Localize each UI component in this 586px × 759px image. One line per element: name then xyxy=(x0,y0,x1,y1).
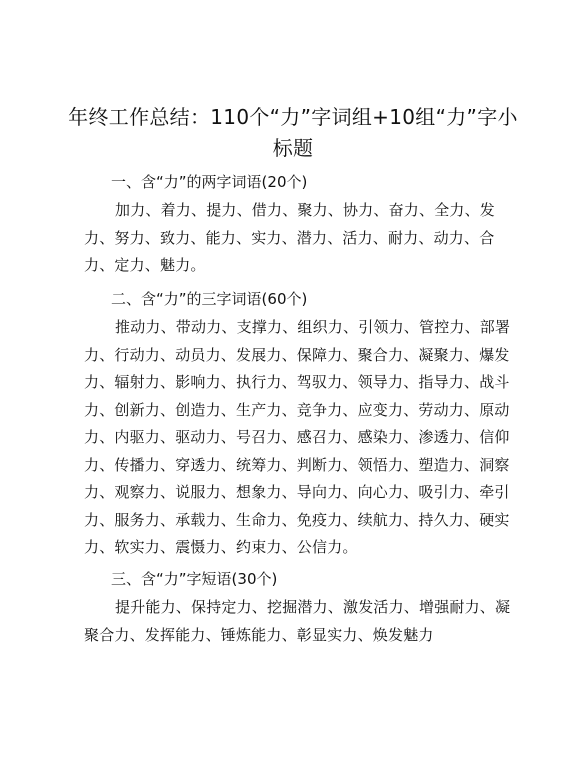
section-heading-two-char-words: 一、含“力”的两字词语(20个) xyxy=(111,173,308,191)
section-body-two-char-words: 加力、着力、提力、借力、聚力、协力、奋力、全力、发力、努力、致力、能力、实力、潜力、活力、耐力、动力、合力、定力、魅力。 xyxy=(84,201,496,274)
section-body-three-char-words: 推动力、带动力、支撑力、组织力、引领力、管控力、部署力、行动力、动员力、发展力、保障力、聚合力、凝聚力、爆发力、辐射力、影响力、执行力、驾驭力、领导力、指导力、战斗力、创新力、创造力、生产力、竞争力、应变力、劳动力、原动力、内驱力、驱动力、号召力、感召力、感染力、渗透力、信仰力、传播力、穿透力、统筹力、判断力、领悟力、塑造力、洞察力、观察力、说服力、想象力、导向力、向心力、吸引力、牵引力、服务力、承载力、生命力、免疫力、续航力、持久力、硬实力、软实力、震慑力、约束力、公信力。 xyxy=(84,318,511,556)
document-title: 年终工作总结：110个“力”字词组+10组“力”字小标题 xyxy=(68,105,518,160)
section-heading-three-char-words: 二、含“力”的三字词语(60个) xyxy=(111,290,308,308)
section-body-phrases: 提升能力、保持定力、挖掘潜力、激发活力、增强耐力、凝聚合力、发挥能力、锤炼能力、彰显实力、焕发魅力 xyxy=(84,598,511,644)
section-heading-phrases: 三、含“力”字短语(30个) xyxy=(111,570,278,588)
